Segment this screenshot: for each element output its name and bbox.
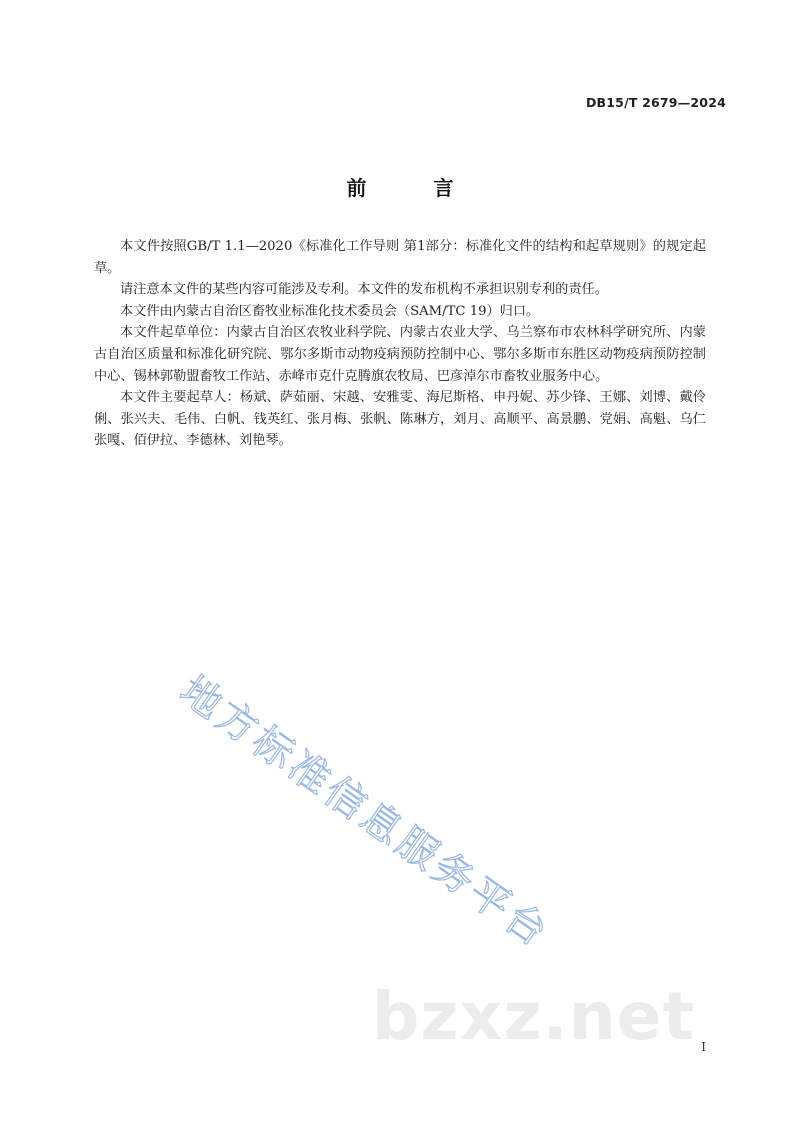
- site-watermark: bzxz.net: [372, 978, 696, 1055]
- standard-code: DB15/T 2679—2024: [585, 95, 726, 110]
- paragraph-drafting-units: 本文件起草单位：内蒙古自治区农牧业科学院、内蒙古农业大学、乌兰察布市农林科学研究所、内蒙古自治区质量和标准化研究院、鄂尔多斯市动物疫病预防控制中心、鄂尔多斯市东胜区动物疫病预防控制中心、锡林郭勒盟畜牧工作站、赤峰市克什克腾旗农牧局、巴彦淖尔市畜牧业服务中心。: [94, 325, 706, 384]
- foreword-body: [94, 236, 706, 452]
- paragraph-patent-notice: 请注意本文件的某些内容可能涉及专利。本文件的发布机构不承担识别专利的责任。: [120, 282, 608, 298]
- paragraph-drafting-rules: 本文件按照GB/T 1.1—2020《标准化工作导则 第1部分：标准化文件的结构和起草规则》的规定起草。: [94, 239, 706, 276]
- paragraph-drafters: 本文件主要起草人：杨斌、萨茹丽、宋越、安雅雯、海尼斯格、申丹妮、苏少锋、王娜、刘博、戴伶俐、张兴夫、毛伟、白帆、钱英红、张月梅、张帆、陈琳方，刘月、高顺平、高景鹏、党娟、高魁、乌仁张嘎、佰伊拉、李德林、刘艳琴。: [94, 390, 706, 449]
- paragraph-committee: 本文件由内蒙古自治区畜牧业标准化技术委员会（SAM/TC 19）归口。: [120, 303, 540, 319]
- page-number: I: [701, 1040, 706, 1054]
- page-title: 前 言: [346, 176, 484, 200]
- platform-watermark: 地方标准信息服务平台: [171, 667, 559, 958]
